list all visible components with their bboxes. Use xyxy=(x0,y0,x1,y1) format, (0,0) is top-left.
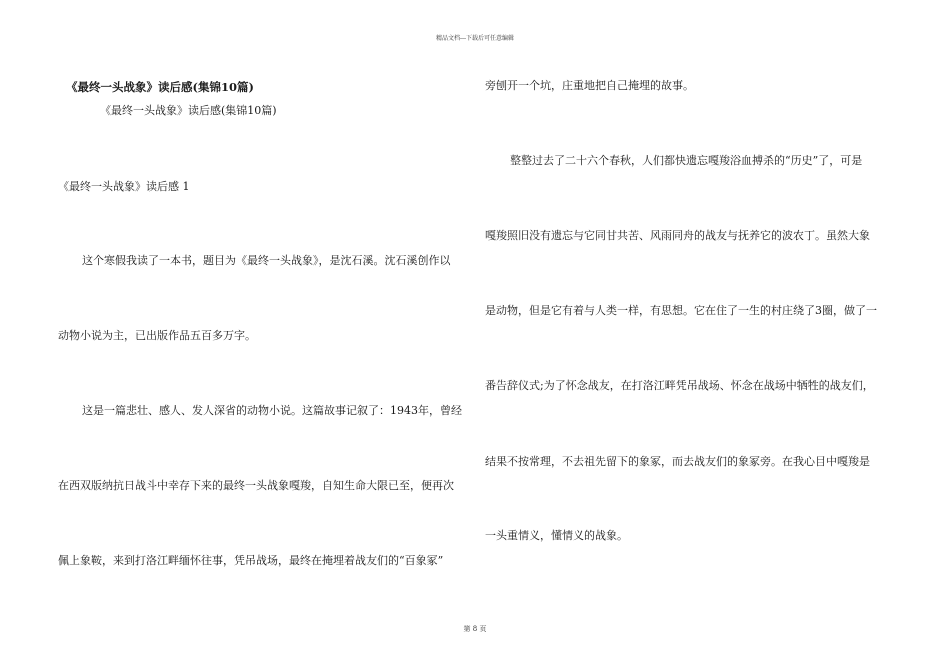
paragraph-line: 结果不按常理，不去祖先留下的象冢，而去战友们的象冢旁。在我心目中嘎羧是 xyxy=(485,455,870,468)
paragraph-line: 这是一篇悲壮、感人、发人深省的动物小说。这篇故事记叙了：1943年，曾经 xyxy=(82,404,462,417)
paragraph-line: 佩上象鞍，来到打洛江畔缅怀往事，凭吊战场，最终在掩埋着战友们的“百象冢” xyxy=(58,554,444,567)
document-subtitle: 《最终一头战象》读后感(集锦10篇) xyxy=(100,104,277,117)
paragraph-line: 番告辞仪式;为了怀念战友，在打洛江畔凭吊战场、怀念在战场中牺牲的战友们， xyxy=(485,379,874,392)
paragraph-line: 在西双版纳抗日战斗中幸存下来的最终一头战象嘎羧，自知生命大限已至，便再次 xyxy=(58,479,454,492)
paragraph-line: 这个寒假我读了一本书，题目为《最终一头战象》，是沈石溪。沈石溪创作以 xyxy=(82,254,451,267)
paragraph-line: 动物小说为主，已出版作品五百多万字。 xyxy=(58,329,256,342)
document-title: 《最终一头战象》读后感(集锦10篇) xyxy=(66,80,254,94)
page-header: 精品文档---下载后可任意编辑 xyxy=(435,35,515,42)
section-heading: 《最终一头战象》读后感 1 xyxy=(58,180,190,193)
paragraph-line: 整整过去了二十六个春秋，人们都快遗忘嘎羧浴血搏杀的“历史”了，可是 xyxy=(510,154,863,167)
paragraph-line: 嘎羧照旧没有遗忘与它同甘共苦、风雨同舟的战友与抚养它的波农丁。虽然大象 xyxy=(485,229,870,242)
page-number: 第 8 页 xyxy=(463,625,487,633)
paragraph-line: 一头重情义，懂情义的战象。 xyxy=(485,529,628,542)
paragraph-line: 是动物，但是它有着与人类一样，有思想。它在住了一生的村庄绕了3圈，做了一 xyxy=(485,304,877,317)
paragraph-line: 旁刨开一个坑，庄重地把自己掩埋的故事。 xyxy=(485,79,694,92)
